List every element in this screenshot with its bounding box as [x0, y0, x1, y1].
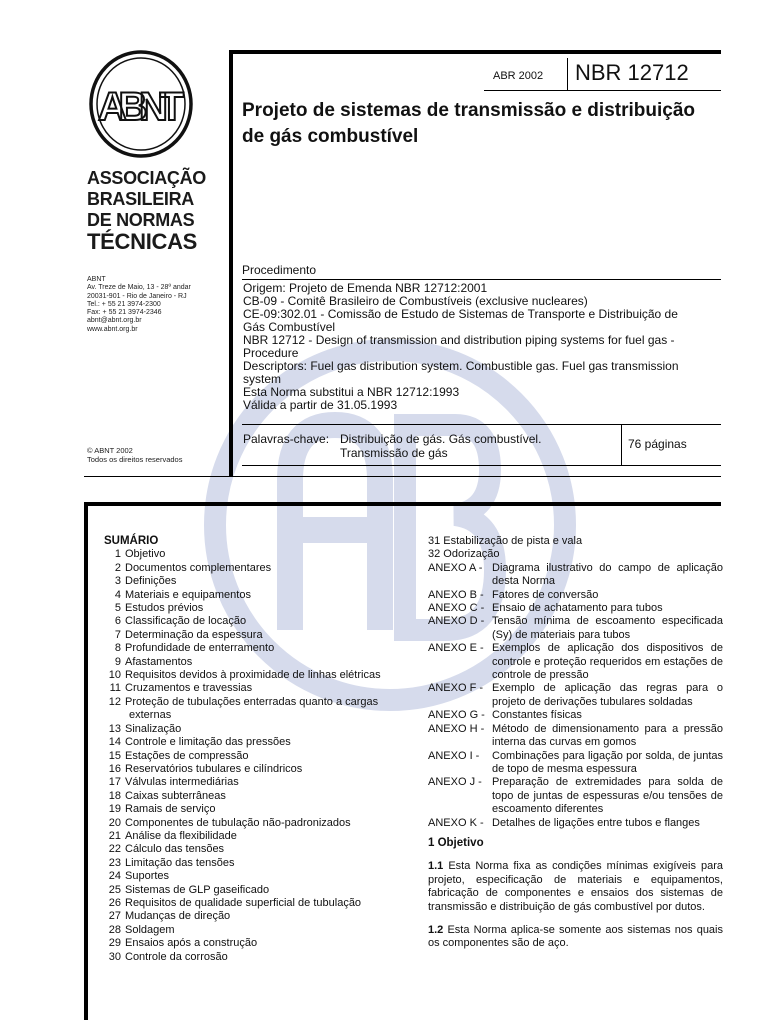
- summary-item: [104, 951, 404, 964]
- item-number: 26: [108, 896, 121, 909]
- item-text: Análise da flexibilidade: [125, 829, 237, 842]
- meta-line: system: [243, 372, 282, 386]
- item-number: 15: [108, 749, 121, 762]
- summary-item: [104, 602, 404, 615]
- divider: [484, 90, 721, 91]
- annex-item: [428, 709, 723, 722]
- address-line: Av. Treze de Maio, 13 - 28º andar: [87, 284, 191, 292]
- item-number: 3: [114, 575, 121, 588]
- svg-text:ABNT: ABNT: [98, 85, 184, 129]
- item-text: Limitação das tensões: [125, 856, 235, 869]
- item-number: 19: [108, 803, 121, 816]
- divider: [242, 465, 721, 466]
- annex-label: ANEXO F -: [428, 682, 484, 695]
- address-block: [87, 276, 191, 334]
- item-number: 9: [114, 655, 121, 668]
- meta-line: Origem: Projeto de Emenda NBR 12712:2001: [243, 281, 488, 295]
- header-bottom-rule: [233, 476, 721, 477]
- item-text: Cálculo das tensões: [125, 843, 225, 856]
- item-number: 17: [108, 776, 121, 789]
- summary-item: [104, 548, 404, 561]
- item-number: 13: [108, 722, 121, 735]
- item-text: Estudos prévios: [125, 602, 204, 615]
- annex-title: Diagrama ilustrativo do campo de aplicação desta Norma: [492, 561, 723, 588]
- meta-line: Gás Combustível: [243, 320, 336, 334]
- summary-item: [104, 682, 404, 695]
- meta-line: Válida a partir de 31.05.1993: [243, 398, 398, 412]
- summary-item: [104, 589, 404, 602]
- item-text: Classificação de locação: [125, 615, 247, 628]
- annex-label: ANEXO A -: [428, 561, 483, 574]
- summary-item: [104, 910, 404, 923]
- summary-item: [104, 763, 404, 776]
- summary-heading: SUMÁRIO: [104, 535, 159, 547]
- summary-item: [104, 870, 404, 883]
- annex-item: [428, 776, 723, 816]
- summary-list: [104, 535, 404, 964]
- item-text: Mudanças de direção: [125, 910, 231, 923]
- summary-item: [104, 723, 404, 736]
- copyright-line: © ABNT 2002: [87, 446, 133, 455]
- item-number: 4: [114, 588, 121, 601]
- item-text: Ramais de serviço: [125, 803, 216, 816]
- annex-label: ANEXO E -: [428, 642, 484, 655]
- item-number: 5: [114, 602, 121, 615]
- divider: [242, 279, 721, 280]
- item-number: 6: [114, 615, 121, 628]
- summary-item: [104, 817, 404, 830]
- summary-item: [104, 830, 404, 843]
- summary-item: [104, 937, 404, 950]
- keyword-line: Distribuição de gás. Gás combustível.: [340, 432, 542, 446]
- paragraph-number: 1.1: [428, 860, 444, 873]
- divider: [621, 424, 622, 466]
- organization-name: [87, 168, 217, 252]
- item-number: 18: [108, 789, 121, 802]
- annex-item: [428, 817, 723, 830]
- org-line: TÉCNICAS: [87, 229, 198, 254]
- item-text: Válvulas intermediárias: [125, 776, 239, 789]
- summary-item: [104, 776, 404, 789]
- item-number: 1: [114, 548, 121, 561]
- item-number: 24: [108, 870, 121, 883]
- annex-item: [428, 615, 723, 642]
- meta-line: NBR 12712 - Design of transmission and distribution piping systems for fuel gas -: [243, 333, 675, 347]
- address-line: Tel.: + 55 21 3974-2300: [87, 300, 161, 308]
- keywords-value: [340, 432, 541, 460]
- summary-item: [104, 709, 404, 722]
- annex-label: ANEXO B -: [428, 588, 484, 601]
- item-text: Profundidade de enterramento: [125, 642, 275, 655]
- header-left-rule: [229, 50, 233, 477]
- item-text: Suportes: [125, 870, 170, 883]
- item-text: Cruzamentos e travessias: [125, 682, 253, 695]
- divider: [242, 424, 721, 425]
- annex-label: ANEXO H -: [428, 722, 485, 735]
- summary-item: [104, 575, 404, 588]
- summary-item: [104, 615, 404, 628]
- annex-title: Combinações para ligação por solda, de juntas de topo de mesma espessura: [492, 749, 723, 775]
- meta-line: CB-09 - Comitê Brasileiro de Combustíveis (exclusive nucleares): [243, 294, 588, 308]
- item-number: 23: [108, 856, 121, 869]
- item-text: Requisitos de qualidade superficial de tubulação: [125, 896, 362, 909]
- summary-item: 32 Odorização: [428, 548, 500, 561]
- document-title: Projeto de sistemas de transmissão e distribuição de gás combustível: [242, 100, 695, 147]
- summary-item: [104, 656, 404, 669]
- objective-heading: 1 Objetivo: [428, 836, 484, 849]
- summary-item: [104, 669, 404, 682]
- summary-continued: [428, 535, 723, 951]
- header-top-rule: [233, 50, 721, 54]
- copyright-line: Todos os direitos reservados: [87, 455, 183, 464]
- item-text: Documentos complementares: [125, 561, 272, 574]
- item-number: 8: [114, 642, 121, 655]
- annex-item: [428, 750, 723, 777]
- item-number: 16: [108, 762, 121, 775]
- item-number: 28: [108, 923, 121, 936]
- annex-item: [428, 562, 723, 589]
- summary-item: [104, 924, 404, 937]
- meta-line: CE-09:302.01 - Comissão de Estudo de Sistemas de Transporte e Distribuição de: [243, 307, 678, 321]
- item-text: Controle e limitação das pressões: [125, 736, 291, 749]
- standard-code: NBR 12712: [575, 60, 689, 85]
- summary-item: [104, 642, 404, 655]
- annex-title: Exemplo de aplicação das regras para o projeto de derivações tubulares soldadas: [492, 682, 723, 708]
- paragraph-number: 1.2: [428, 923, 444, 936]
- item-number: 10: [108, 669, 121, 682]
- summary-item: [104, 843, 404, 856]
- summary-item: [104, 803, 404, 816]
- summary-item: [104, 857, 404, 870]
- abnt-logo: [86, 48, 196, 160]
- item-text: Requisitos devidos à proximidade de linhas elétricas: [125, 669, 381, 682]
- item-number: 27: [108, 910, 121, 923]
- item-text: Sistemas de GLP gaseificado: [125, 883, 270, 896]
- annex-label: ANEXO D -: [428, 615, 485, 628]
- summary-item: [104, 750, 404, 763]
- annex-title: Ensaio de achatamento para tubos: [492, 602, 663, 615]
- item-text: Sinalização: [125, 722, 182, 735]
- org-line: ASSOCIAÇÃO: [87, 168, 207, 188]
- item-text: Estações de compressão: [125, 749, 249, 762]
- summary-item: [104, 790, 404, 803]
- summary-item: 31 Estabilização de pista e vala: [428, 535, 583, 547]
- paragraph-text: Esta Norma fixa as condições mínimas exigíveis para projeto, especificação de materiais e equipamentos, fabricação de componentes e ensaios dos sistemas de transmissão e distribuição de gás combustível por dutos.: [428, 860, 723, 913]
- item-number: 14: [108, 736, 121, 749]
- item-text: Objetivo: [125, 548, 166, 561]
- keywords-label: Palavras-chave:: [243, 432, 330, 446]
- meta-line: Descriptors: Fuel gas distribution system. Combustible gas. Fuel gas transmission: [243, 359, 679, 373]
- item-text: externas: [129, 709, 172, 722]
- paragraph-text: Esta Norma aplica-se somente aos sistemas nos quais os componentes são de aço.: [428, 923, 723, 950]
- meta-line: Esta Norma substitui a NBR 12712:1993: [243, 385, 460, 399]
- annex-title: Tensão mínima de escoamento especificada (Sy) de materiais para tubos: [492, 615, 723, 641]
- address-line: Fax: + 55 21 3974-2346: [87, 309, 162, 317]
- annex-label: ANEXO K -: [428, 816, 484, 829]
- item-text: Proteção de tubulações enterradas quanto a cargas: [125, 695, 379, 708]
- summary-item: [104, 736, 404, 749]
- item-text: Afastamentos: [125, 655, 193, 668]
- annex-item: [428, 602, 723, 615]
- meta-line: Procedure: [243, 346, 299, 360]
- body-left-rule: [84, 502, 88, 1020]
- annex-label: ANEXO I -: [428, 749, 480, 762]
- address-line: ABNT: [87, 276, 106, 283]
- summary-item: [104, 884, 404, 897]
- annex-item: [428, 682, 723, 709]
- summary-item: [104, 897, 404, 910]
- item-number: 25: [108, 883, 121, 896]
- summary-item: [104, 696, 404, 709]
- org-line: BRASILEIRA: [87, 189, 195, 209]
- annex-label: ANEXO J -: [428, 776, 482, 789]
- item-number: 11: [109, 682, 121, 695]
- item-text: Reservatórios tubulares e cilíndricos: [125, 762, 303, 775]
- publication-date: ABR 2002: [493, 70, 544, 82]
- body-top-rule: [84, 502, 721, 506]
- annex-title: Exemplos de aplicação dos dispositivos de controle e proteção requeridos em estações de controle de pressão: [492, 642, 723, 682]
- item-number: 2: [114, 561, 121, 574]
- annex-title: Constantes físicas: [492, 709, 582, 722]
- org-line: DE NORMAS: [87, 210, 195, 230]
- item-number: 21: [108, 829, 121, 842]
- annex-title: Preparação de extremidades para solda de topo de juntas de espessuras e/ou tensões de escoamento diferentes: [492, 776, 723, 816]
- item-text: Materiais e equipamentos: [125, 588, 251, 601]
- item-number: 7: [114, 628, 121, 641]
- item-number: 12: [108, 695, 121, 708]
- item-text: Definições: [125, 575, 177, 588]
- annex-title: Fatores de conversão: [492, 588, 599, 601]
- item-text: Componentes de tubulação não-padronizados: [125, 816, 351, 829]
- address-line: www.abnt.org.br: [87, 325, 138, 333]
- annex-title: Método de dimensionamento para a pressão interna das curvas em gomos: [492, 722, 723, 749]
- keyword-line: Transmissão de gás: [340, 446, 448, 460]
- item-text: Controle da corrosão: [125, 950, 228, 963]
- address-line: abnt@abnt.org.br: [87, 317, 142, 325]
- annex-item: [428, 723, 723, 750]
- summary-item: [104, 629, 404, 642]
- objective-paragraph: [428, 924, 723, 951]
- annex-label: ANEXO C -: [428, 602, 485, 615]
- divider: [84, 476, 234, 477]
- item-number: 22: [108, 843, 121, 856]
- metadata-block: [243, 282, 713, 412]
- document-type: Procedimento: [242, 263, 317, 277]
- copyright: [87, 446, 182, 464]
- item-text: Ensaios após a construção: [125, 937, 258, 950]
- objective-paragraph: [428, 860, 723, 914]
- annex-title: Detalhes de ligações entre tubos e flanges: [492, 816, 700, 829]
- item-text: Determinação da espessura: [125, 628, 263, 641]
- item-number: 30: [108, 950, 121, 963]
- annex-item: [428, 589, 723, 602]
- item-number: 29: [108, 937, 121, 950]
- divider: [567, 58, 568, 90]
- item-number: 20: [108, 816, 121, 829]
- page-count: 76 páginas: [628, 437, 687, 451]
- annex-label: ANEXO G -: [428, 709, 485, 722]
- summary-item: [104, 562, 404, 575]
- item-text: Soldagem: [125, 923, 175, 936]
- item-text: Caixas subterrâneas: [125, 789, 226, 802]
- annex-item: [428, 642, 723, 682]
- address-line: 20031-901 - Rio de Janeiro - RJ: [87, 292, 187, 300]
